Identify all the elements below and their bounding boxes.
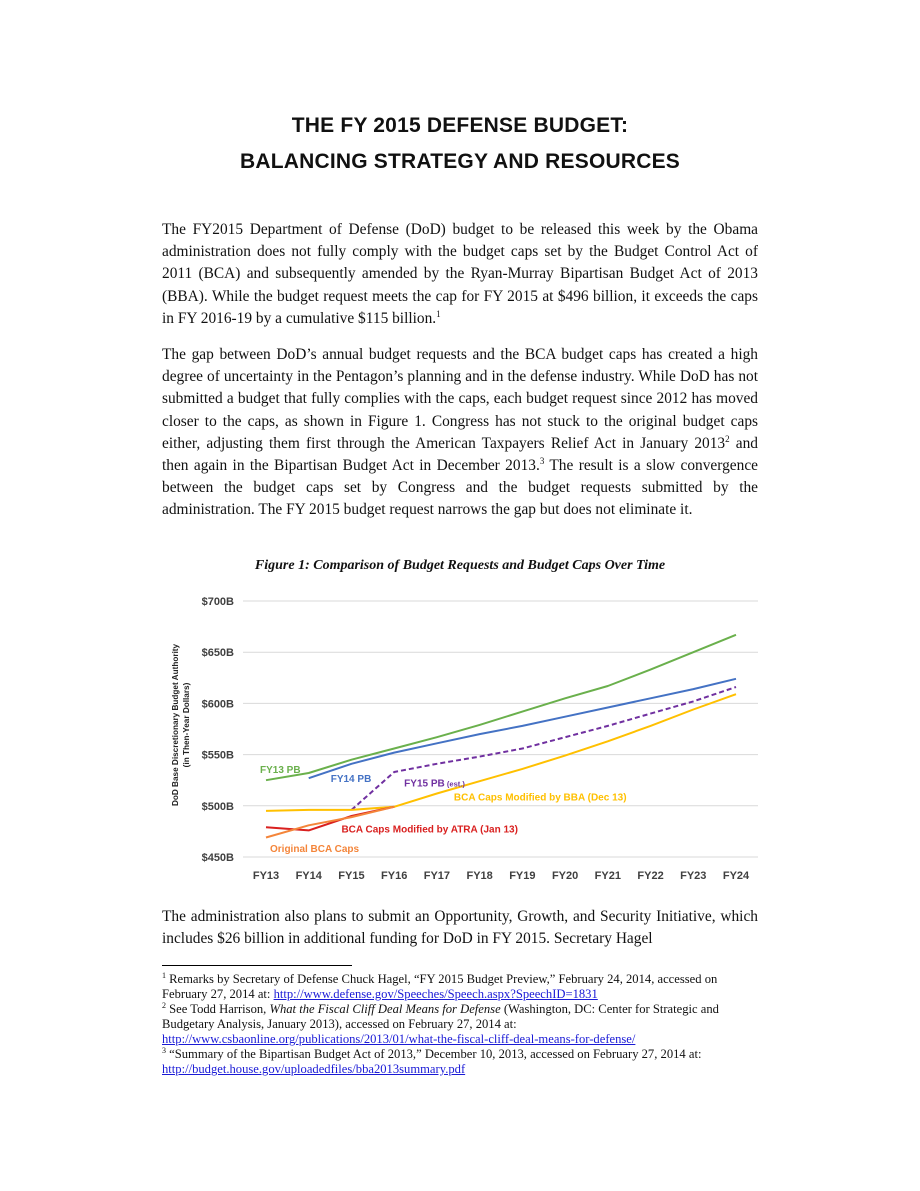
footnote-ref-2[interactable]: 2 (725, 433, 730, 444)
label-atra-caps: BCA Caps Modified by ATRA (Jan 13) (341, 824, 518, 836)
y-tick-label: $600B (201, 698, 234, 711)
label-fy15-pb: FY15 PB (404, 778, 445, 790)
paragraph-2-part-3: The result is a slow convergence between the budget caps set by Congress and the budget requests submitted by the administration. The FY 2015 budget request narrows the gap but does not eliminate it. (162, 457, 758, 519)
footnote-ref-1[interactable]: 1 (436, 308, 441, 319)
footnote-2-text: (Washington, DC: Center for Strategic and Budgetary Analysis, January 2013), accessed on February 27, 2014 at: (162, 1002, 719, 1031)
x-tick-label: FY14 (295, 870, 322, 882)
budget-line-chart (168, 588, 768, 888)
footnote-3-text: “Summary of the Bipartisan Budget Act of 2013,” December 10, 2013, accessed on February 27, 2014 at: (166, 1047, 702, 1061)
footnote-divider (162, 965, 352, 966)
x-tick-label: FY19 (509, 870, 536, 882)
footnote-1-number: 1 (162, 970, 166, 980)
x-tick-label: FY18 (466, 870, 493, 882)
footnote-2 (162, 1002, 762, 1047)
figure-caption: Figure 1: Comparison of Budget Requests and Budget Caps Over Time (254, 558, 666, 573)
x-tick-label: FY21 (594, 870, 621, 882)
paragraph-1-text: The FY2015 Department of Defense (DoD) budget to be released this week by the Obama administration does not fully comply with the budget caps set by the Budget Control Act of 2011 (BCA) and subsequently amended by the Ryan-Murray Bipartisan Budget Act of 2013 (BBA). While the budget request meets the cap for FY 2015 at $496 billion, it exceeds the caps in FY 2016-19 by a cumulative $115 billion. (162, 221, 758, 327)
paragraph-2-part-1: The gap between DoD’s annual budget requests and the BCA budget caps has created a high degree of uncertainty in the Pentagon’s planning and in the defense industry. While DoD has not submitted a budget that fully complies with the caps, each budget request since 2012 has moved closer to the caps, as shown in Figure 1. Congress has not stuck to the original budget caps either, adjusting them first through the American Taxpayers Relief Act in January 2013 (162, 346, 758, 452)
footnote-3-link[interactable]: http://budget.house.gov/uploadedfiles/bba2013summary.pdf (162, 1062, 466, 1076)
paragraph-2-part-2: and then again in the Bipartisan Budget Act in December 2013. (162, 434, 758, 475)
x-tick-label: FY16 (381, 870, 408, 882)
footnote-ref-3[interactable]: 3 (539, 455, 545, 466)
footnote-2-title: What the Fiscal Cliff Deal Means for Defense (269, 1002, 501, 1016)
label-fy15-pb-est: (est.) (446, 779, 465, 789)
x-tick-label: FY23 (680, 870, 707, 882)
paragraph-3 (162, 906, 758, 950)
y-tick-label: $500B (201, 800, 234, 813)
label-fy14-pb: FY14 PB (330, 774, 372, 786)
y-axis-title-line-1: DoD Base Discretionary Budget Authority (171, 643, 180, 807)
x-tick-label: FY17 (423, 870, 451, 882)
footnote-2-link[interactable]: http://www.csbaonline.org/publications/2013/01/what-the-fiscal-cliff-deal-means-for-defense/ (162, 1032, 636, 1046)
page-title-line-1: THE FY 2015 DEFENSE BUDGET: (291, 114, 629, 137)
y-tick-label: $650B (201, 647, 234, 660)
y-tick-label: $550B (201, 749, 234, 762)
footnote-2-number: 2 (162, 1000, 166, 1010)
x-tick-label: FY20 (551, 870, 579, 882)
y-axis-title-line-2: (in Then-Year Dollars) (182, 682, 191, 768)
footnote-3-number: 3 (162, 1045, 166, 1055)
footnotes (162, 972, 762, 1077)
x-tick-label: FY13 (252, 870, 280, 882)
paragraph-3-text: The administration also plans to submit an Opportunity, Growth, and Security Initiative, which includes $26 billion in additional funding for DoD in FY 2015. Secretary Hagel (162, 908, 758, 948)
series-line-fy14-pb (309, 679, 736, 778)
y-tick-label: $700B (201, 596, 234, 608)
label-original-caps: Original BCA Caps (270, 843, 360, 855)
paragraph-1 (162, 219, 758, 330)
footnote-3 (162, 1047, 762, 1077)
footnote-1-link[interactable]: http://www.defense.gov/Speeches/Speech.aspx?SpeechID=1831 (273, 987, 598, 1001)
page-title-line-2: BALANCING STRATEGY AND RESOURCES (239, 150, 681, 173)
x-tick-label: FY15 (338, 870, 365, 882)
x-tick-label: FY24 (722, 870, 750, 882)
footnote-2-pre: See Todd Harrison, (166, 1002, 270, 1016)
footnote-1-text: Remarks by Secretary of Defense Chuck Hagel, “FY 2015 Budget Preview,” February 24, 2014, accessed on February 27, 2014 at: (162, 972, 718, 1001)
x-tick-label: FY22 (637, 870, 664, 882)
paragraph-2 (162, 344, 758, 522)
label-fy13-pb: FY13 PB (260, 765, 301, 777)
y-tick-label: $450B (201, 852, 234, 864)
series-line-fy13-pb (266, 635, 736, 780)
label-bba-caps: BCA Caps Modified by BBA (Dec 13) (453, 792, 627, 804)
footnote-1 (162, 972, 762, 1002)
